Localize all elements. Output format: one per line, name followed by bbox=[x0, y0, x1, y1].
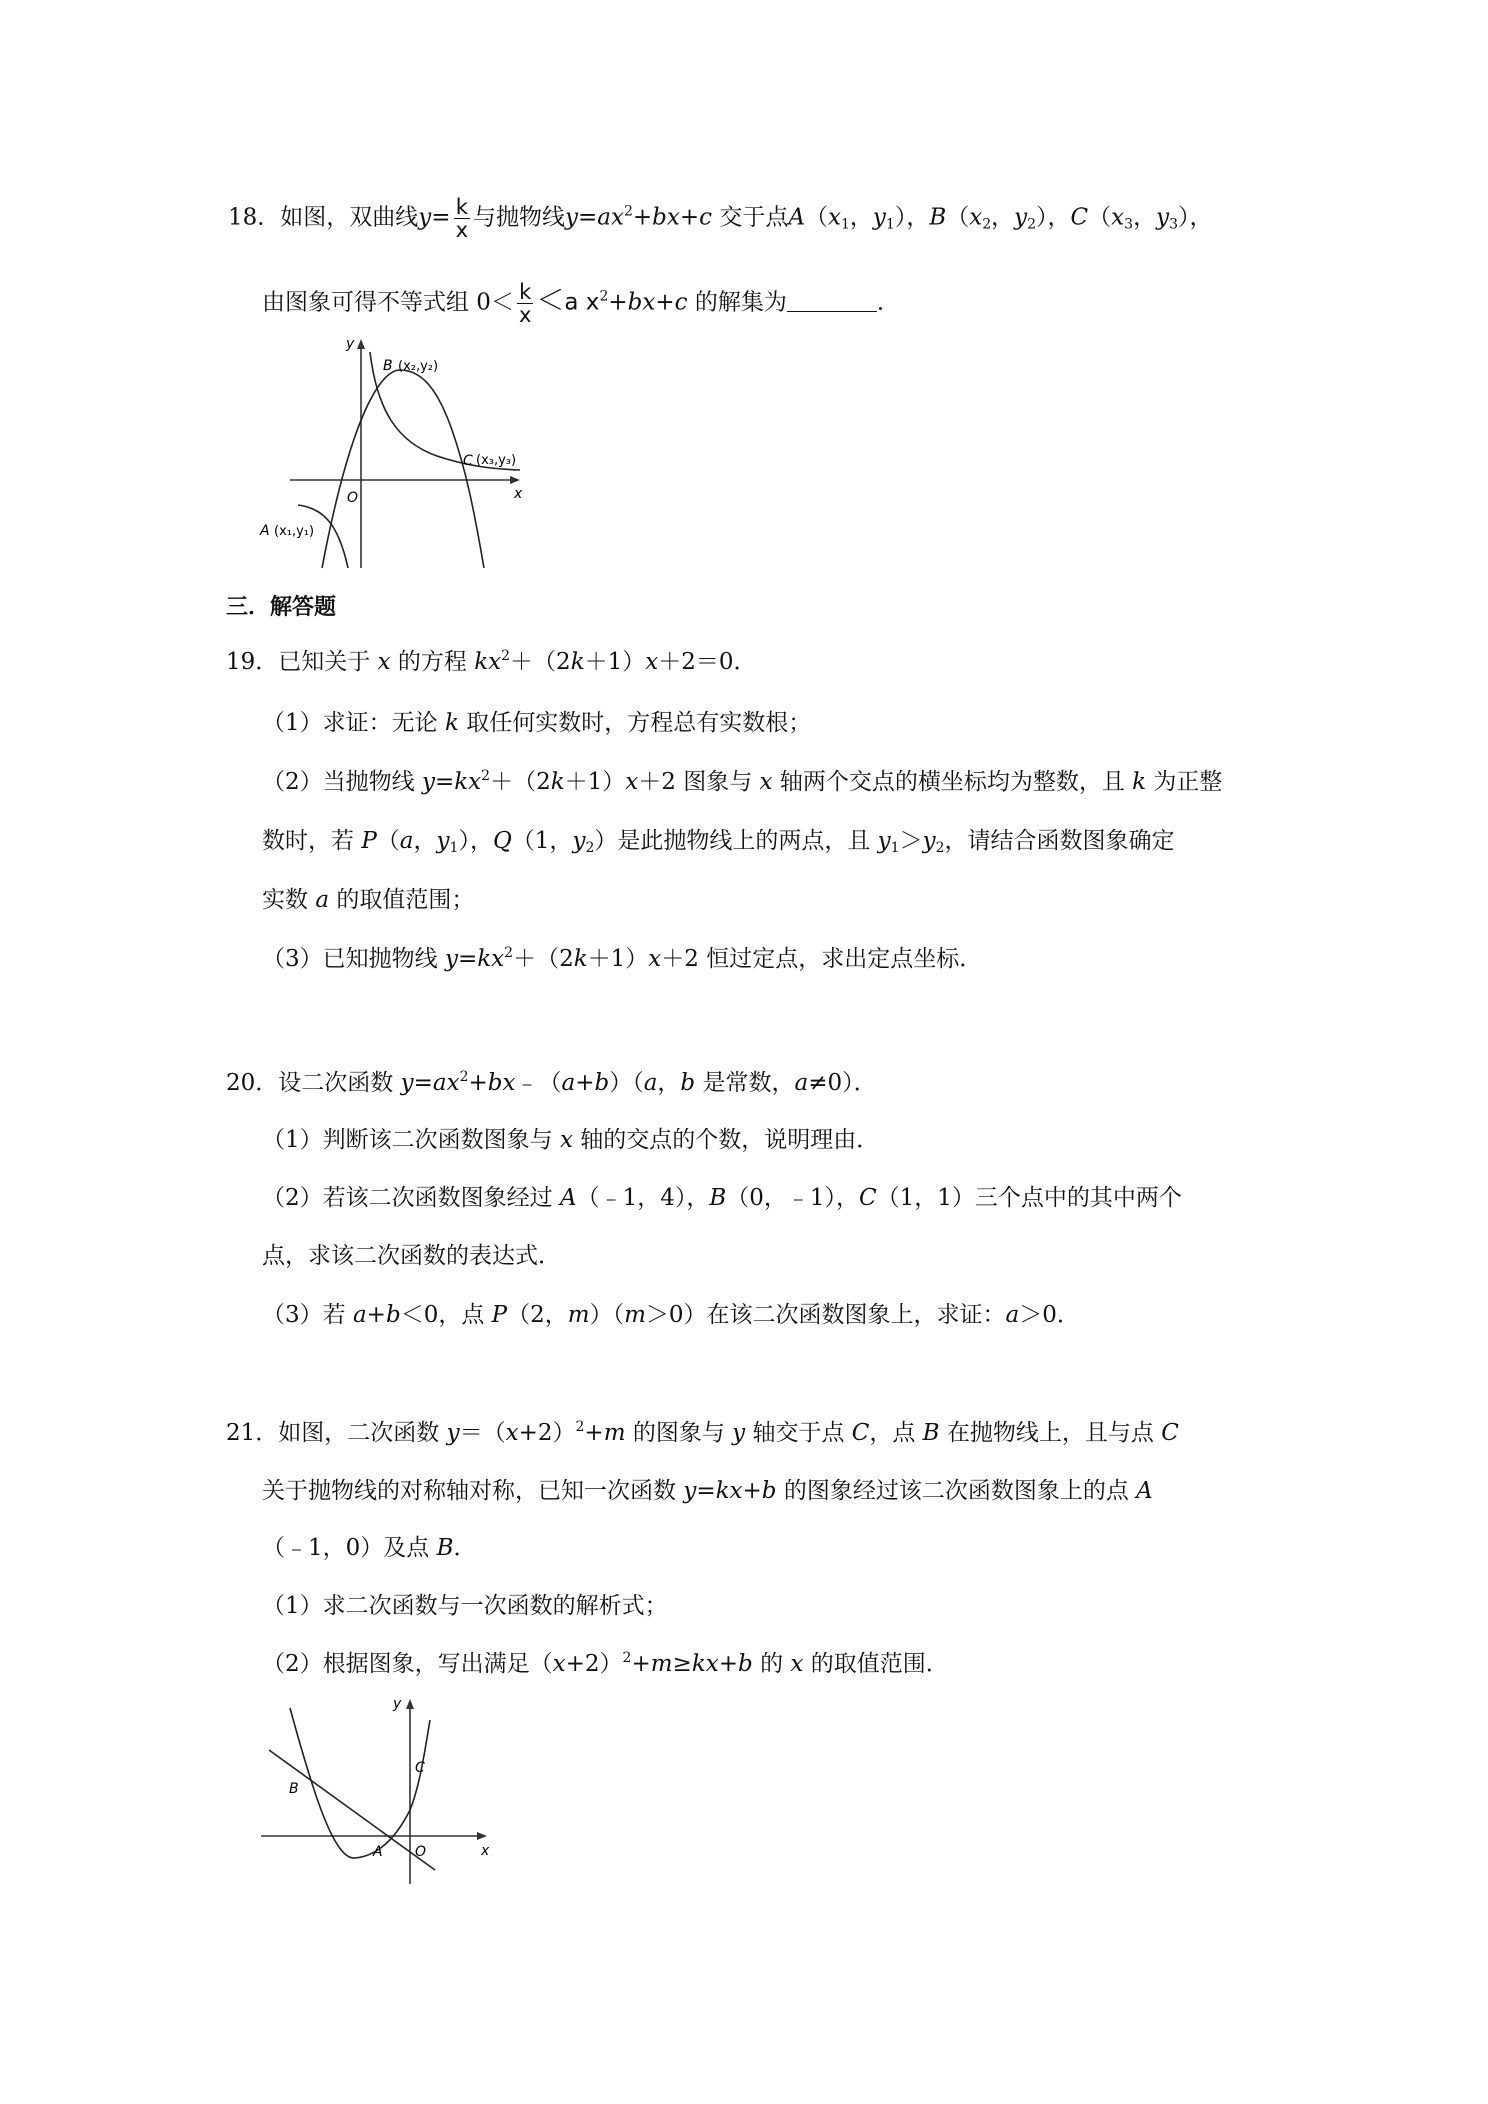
q18-figure bbox=[252, 330, 532, 570]
answer-blank bbox=[787, 291, 877, 312]
q19-part2-line1: （2）当抛物线 $y=kx^2+(2k+1)x+2$ 图象与 x 轴两个交点的横坐标均为整数，且 k 为正整 bbox=[262, 768, 1223, 795]
point-a-label: A bbox=[373, 1844, 383, 1860]
q20-part3: （3）若 a+b＜0，点 P（2，m）（m＞0）在该二次函数图象上，求证：a＞0． bbox=[262, 1302, 1080, 1328]
x-axis-label: x bbox=[514, 486, 523, 502]
q18-number: 18．如图，双曲线 bbox=[228, 204, 419, 231]
q18-line1: 18．如图，双曲线y= $\frac{k}{x}$ 与抛物线$y=ax^2+bx+c$ 交于点$A(x_1$，$y_1$），$B(x_2$，$y_2$），$C(x_3$，$y_3$）， bbox=[228, 195, 1213, 242]
q20-part1: （1）判断该二次函数图象与 x 轴的交点的个数，说明理由． bbox=[262, 1127, 880, 1153]
q21-part2: （2）根据图象，写出满足$(x+2)^2+m\ge kx+b$ 的 x 的取值范围． bbox=[262, 1650, 949, 1677]
section-title: 三．解答题 bbox=[226, 595, 337, 620]
origin-label: O bbox=[347, 490, 359, 506]
q21-stem-line1: 21．如图，二次函数 $y=(x+2)^2+m$ 的图象与 y 轴交于点 C，点 B 在抛物线上，且与点 C bbox=[226, 1419, 1179, 1446]
q21-part1: （1）求二次函数与一次函数的解析式； bbox=[262, 1593, 668, 1619]
x-axis-label: x bbox=[481, 1843, 490, 1859]
parabola-curve bbox=[322, 370, 484, 568]
q18-line2: 由图象可得不等式组 0＜ $\frac{k}{x}$ ＜a $x^2+bx+c$ 的解集为 ． bbox=[262, 280, 900, 327]
point-a-label: A bbox=[260, 523, 270, 539]
q19-part2-line3: 实数 a 的取值范围； bbox=[262, 887, 475, 913]
q21-stem-line2: 关于抛物线的对称轴对称，已知一次函数 y=kx+b 的图象经过该二次函数图象上的点 A bbox=[262, 1478, 1153, 1504]
q21-figure bbox=[255, 1690, 495, 1890]
fraction-k-over-x-2: $\frac{k}{x}$ bbox=[518, 280, 532, 327]
y-axis-label: y bbox=[346, 336, 355, 352]
y-axis-label: y bbox=[393, 1696, 402, 1712]
origin-label: O bbox=[415, 1844, 427, 1860]
q19-part1: （1）求证：无论 k 取任何实数时，方程总有实数根； bbox=[262, 710, 812, 736]
point-b-coords: (x₂,y₂) bbox=[398, 359, 439, 374]
q19-part2-line2: 数时，若 P（a，$y_1$），Q（1，$y_2$）是此抛物线上的两点，且 $y_1>y_2$，请结合函数图象确定 bbox=[262, 828, 1175, 856]
point-c-coords: (x₃,y₃) bbox=[476, 453, 517, 468]
q20-part2-line2: 点，求该二次函数的表达式． bbox=[262, 1243, 561, 1269]
point-c-label: C bbox=[463, 453, 473, 469]
point-b-label: B bbox=[289, 1781, 299, 1797]
q19-part3: （3）已知抛物线 $y=kx^2+(2k+1)x+2$ 恒过定点，求出定点坐标． bbox=[262, 945, 983, 972]
point-c-label: C bbox=[415, 1760, 425, 1776]
fraction-k-over-x: $\frac{k}{x}$ bbox=[455, 195, 468, 242]
q20-stem: 20．设二次函数 $y=ax^2+bx﹣(a+b)(a$，b 是常数，a≠0）． bbox=[226, 1069, 877, 1096]
q19-stem: 19．已知关于 x 的方程 $kx^2+(2k+1)x+2=0$． bbox=[226, 648, 757, 675]
q21-stem-line3: （﹣1，0）及点 B． bbox=[262, 1535, 477, 1561]
q20-part2-line1: （2）若该二次函数图象经过 A（﹣1，4），B（0，﹣1），C（1，1）三个点中的其中两个 bbox=[262, 1185, 1182, 1211]
point-a-coords: (x₁,y₁) bbox=[274, 524, 315, 539]
point-b-label: B bbox=[383, 358, 393, 374]
